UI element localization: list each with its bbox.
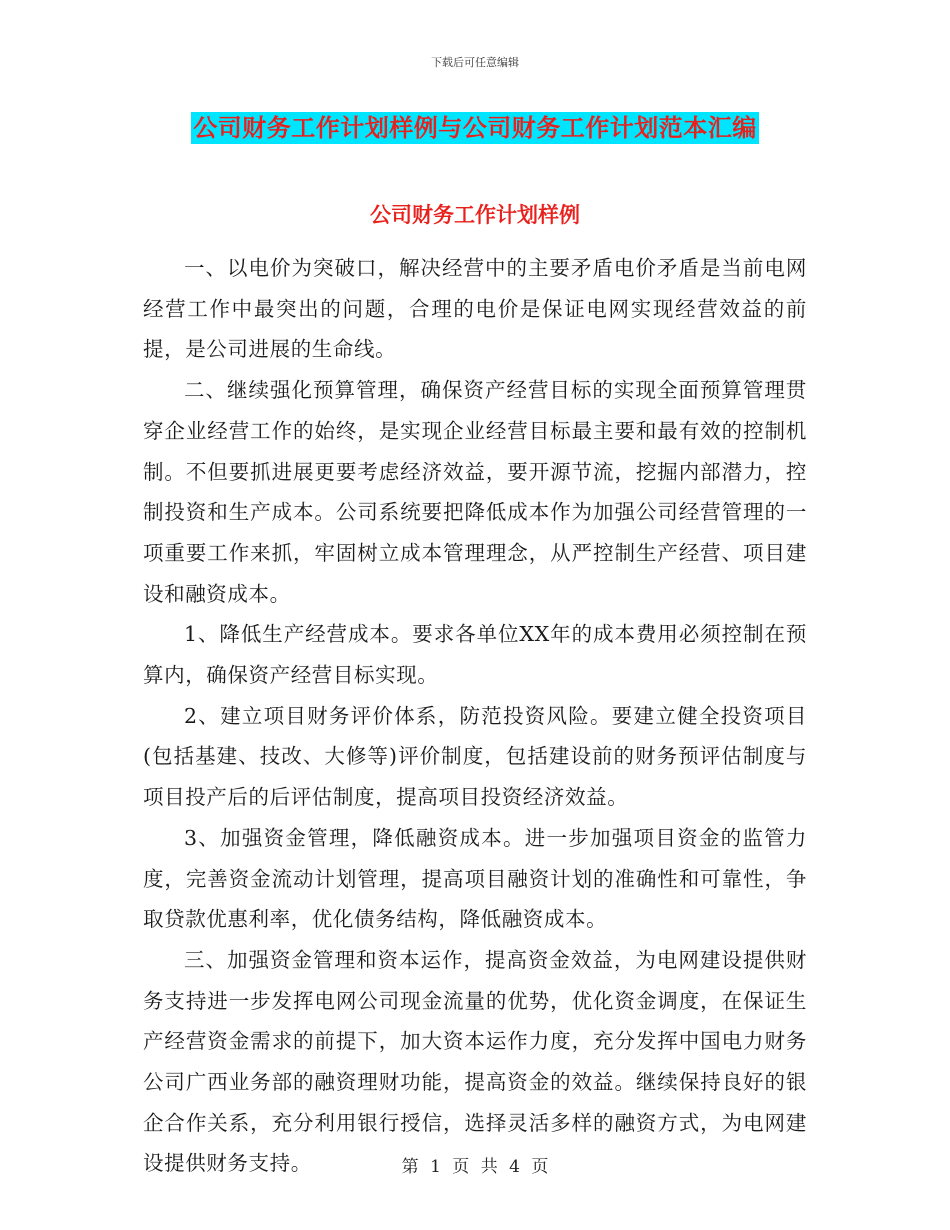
body-text — [143, 248, 807, 1184]
paragraph-6: 三、加强资金管理和资本运作，提高资金效益，为电网建设提供财务支持进一步发挥电网公司现金流量的优势，优化资金调度，在保证生产经营资金需求的前提下，加大资本运作力度，充分发挥中国电力财务公司广西业务部的融资理财功能，提高资金的效益。继续保持良好的银企合作关系，充分利用银行授信，选择灵活多样的融资方式，为电网建设提供财务支持。 — [143, 947, 807, 1176]
paragraph-5: 3、加强资金管理，降低融资成本。进一步加强项目资金的监管力度，完善资金流动计划管理，提高项目融资计划的准确性和可靠性，争取贷款优惠利率，优化债务结构，降低融资成本。 — [143, 825, 807, 932]
paragraph-3: 1、降低生产经营成本。要求各单位XX年的成本费用必须控制在预算内，确保资产经营目标实现。 — [143, 622, 807, 688]
main-title: 公司财务工作计划样例与公司财务工作计划范本汇编 — [193, 114, 757, 142]
header-note: 下载后可任意编辑 — [431, 56, 519, 69]
section-title: 公司财务工作计划样例 — [370, 203, 580, 227]
page-footer: 第 1 页 共 4 页 — [401, 1157, 549, 1177]
main-title-container — [0, 112, 950, 144]
paragraph-4: 2、建立项目财务评价体系，防范投资风险。要建立健全投资项目(包括基建、技改、大修等)评价制度，包括建设前的财务预评估制度与项目投产后的后评估制度，提高项目投资经济效益。 — [143, 703, 807, 810]
paragraph-1: 一、以电价为突破口，解决经营中的主要矛盾电价矛盾是当前电网经营工作中最突出的问题，合理的电价是保证电网实现经营效益的前提，是公司进展的生命线。 — [143, 256, 807, 362]
paragraph-2: 二、继续强化预算管理，确保资产经营目标的实现全面预算管理贯穿企业经营工作的始终，是实现企业经营目标最主要和最有效的控制机制。不但要抓进展更要考虑经济效益，要开源节流，挖掘内部潜力，控制投资和生产成本。公司系统要把降低成本作为加强公司经营管理的一项重要工作来抓，牢固树立成本管理理念，从严控制生产经营、项目建设和融资成本。 — [143, 378, 807, 606]
